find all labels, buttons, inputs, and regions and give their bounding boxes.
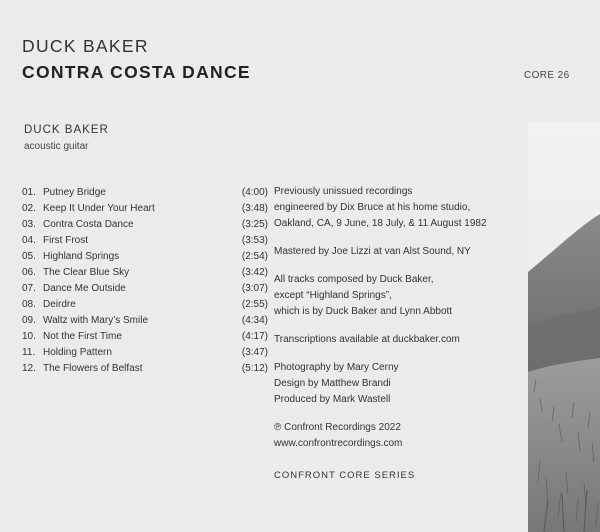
track-title: The Clear Blue Sky [43,266,130,278]
track-title: Waltz with Mary’s Smile [43,314,149,326]
series-name: CONFRONT CORE SERIES [274,470,416,481]
credits-block [274,184,526,484]
track-duration: (3:47) [241,346,268,358]
credit-line: Oakland, CA, 9 June, 18 July, & 11 August 1982 [274,218,487,229]
label-info [274,420,526,452]
track-title: Highland Springs [43,250,120,262]
track-row [22,312,268,328]
track-row [22,200,268,216]
credit-line: Design by Matthew Brandi [274,378,391,389]
track-row [22,232,268,248]
recording-credit [274,184,526,232]
track-row [22,328,268,344]
track-title: Keep It Under Your Heart [43,202,155,214]
track-duration: (2:54) [241,250,268,262]
track-row [22,360,268,376]
credit-line: Transcriptions available at duckbaker.com [274,334,460,345]
track-duration: (4:34) [241,314,268,326]
track-title: Dance Me Outside [43,282,126,294]
track-row [22,184,268,200]
track-duration: (4:00) [241,186,268,198]
track-row [22,248,268,264]
credit-line: which is by Duck Baker and Lynn Abbott [274,306,453,317]
track-duration: (3:25) [241,218,268,230]
credit-line: Produced by Mark Wastell [274,394,391,405]
track-title: Not the First Time [43,330,122,342]
track-title: Putney Bridge [43,186,106,198]
credit-line: engineered by Dix Bruce at his home studio, [274,202,471,213]
track-duration: (3:42) [241,266,268,278]
catalog-number: CORE 26 [524,70,570,81]
label-website: www.confrontrecordings.com [274,438,403,449]
track-row [22,344,268,360]
track-number: 02. [22,202,36,214]
album-title: CONTRA COSTA DANCE [22,62,251,82]
track-title: The Flowers of Belfast [43,362,143,374]
performer-name: DUCK BAKER [24,124,109,136]
credit-line: except “Highland Springs”, [274,290,392,301]
transcriptions-note [274,332,526,348]
copyright-line: ℗ Confront Recordings 2022 [274,422,401,433]
track-number: 12. [22,362,36,374]
track-number: 01. [22,186,36,198]
track-title: Contra Costa Dance [43,218,134,230]
credit-line: All tracks composed by Duck Baker, [274,274,434,285]
landscape-photo [528,122,600,532]
track-number: 11. [22,346,36,358]
credit-line: Photography by Mary Cerny [274,362,399,373]
credit-line: Mastered by Joe Lizzi at van Alst Sound, NY [274,246,471,257]
track-title: First Frost [43,234,88,246]
track-number: 03. [22,218,36,230]
track-number: 07. [22,282,36,294]
track-row [22,264,268,280]
track-duration: (3:07) [241,282,268,294]
track-number: 05. [22,250,36,262]
track-duration: (3:48) [241,202,268,214]
track-duration: (2:55) [241,298,268,310]
track-title: Deirdre [43,298,76,310]
track-number: 06. [22,266,36,278]
track-row [22,280,268,296]
track-number: 09. [22,314,36,326]
credit-line: Previously unissued recordings [274,186,413,197]
track-duration: (5:12) [241,362,268,374]
track-duration: (4:17) [241,330,268,342]
mastering-credit [274,244,526,260]
performer-instrument: acoustic guitar [24,141,89,152]
artist-header: DUCK BAKER [22,36,149,56]
track-row [22,296,268,312]
track-duration: (3:53) [241,234,268,246]
production-credits [274,360,526,408]
track-list [22,184,268,376]
composition-credit [274,272,526,320]
landscape-photo-graphic [528,122,600,532]
track-number: 10. [22,330,36,342]
track-number: 04. [22,234,36,246]
track-number: 08. [22,298,36,310]
track-title: Holding Pattern [43,346,112,358]
track-row [22,216,268,232]
